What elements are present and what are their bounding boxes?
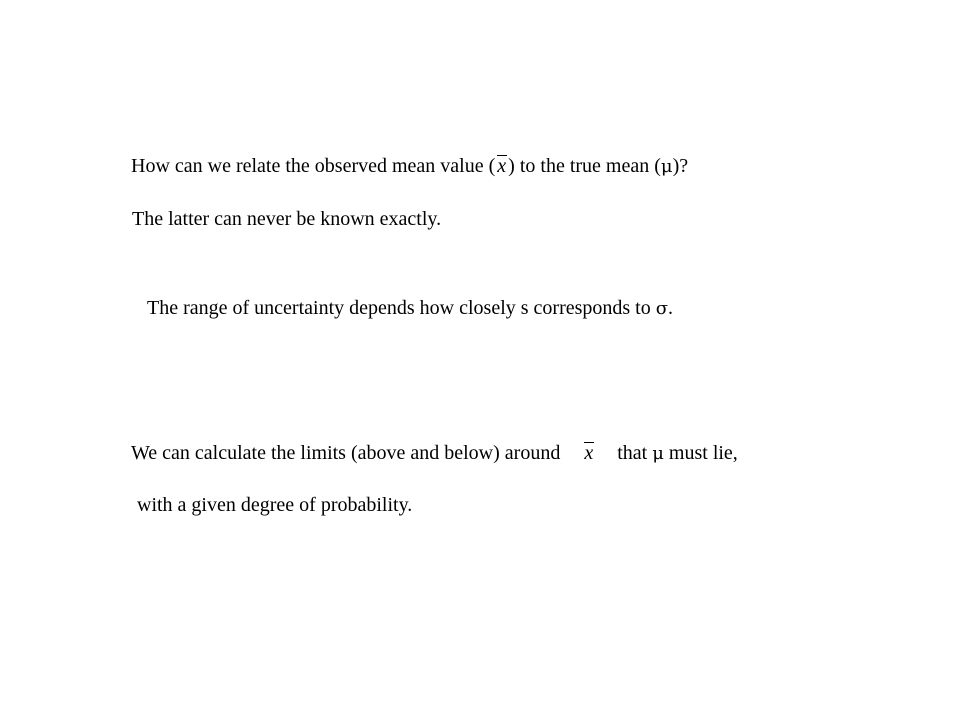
x-bar-symbol: x bbox=[497, 155, 507, 177]
uncertainty-period: . bbox=[668, 297, 674, 319]
probability-line: with a given degree of probability. bbox=[137, 494, 413, 516]
statement-line: The latter can never be known exactly. bbox=[132, 208, 442, 230]
mu-symbol: μ bbox=[660, 156, 673, 177]
question-text-middle: ) to the true mean ( bbox=[508, 155, 661, 177]
question-text-start: How can we relate the observed mean value ( bbox=[131, 155, 496, 177]
uncertainty-line bbox=[147, 296, 673, 321]
x-bar-symbol-2: x bbox=[584, 442, 594, 464]
limits-text-middle: that bbox=[617, 442, 653, 464]
uncertainty-text: The range of uncertainty depends how closely s corresponds to bbox=[147, 297, 656, 319]
mu-symbol-2: μ bbox=[652, 443, 664, 464]
limits-text-start: We can calculate the limits (above and below) around bbox=[131, 442, 561, 464]
sigma-symbol: σ bbox=[655, 298, 669, 319]
question-text-end: )? bbox=[672, 155, 689, 177]
limits-text-end: must lie, bbox=[663, 442, 738, 464]
question-line bbox=[131, 154, 688, 179]
limits-line bbox=[131, 441, 738, 466]
